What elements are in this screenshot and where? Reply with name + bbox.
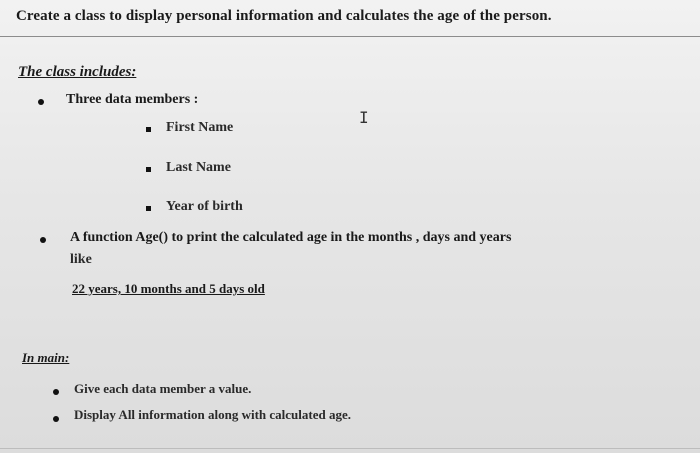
main-step-display-info: Display All information along with calculated age. [74,407,351,422]
square-bullet-icon [146,127,151,132]
data-member-first-name: First Name [166,120,234,135]
main-section-heading: In main: [22,350,70,365]
bullet-dot-icon [53,416,59,422]
data-member-last-name: Last Name [166,160,231,175]
bullet-dot-icon [40,237,46,243]
function-description: A function Age() to print the calculated age in the months , days and years [70,230,512,245]
bottom-divider [0,448,700,449]
text-cursor-icon: I [359,108,369,127]
age-output-example: 22 years, 10 months and 5 days old [72,281,265,296]
data-member-year-of-birth: Year of birth [166,199,243,214]
function-description-continued: like [70,252,92,267]
main-step-assign-values: Give each data member a value. [74,381,252,396]
square-bullet-icon [146,167,151,172]
data-members-label: Three data members : [66,92,199,107]
assignment-title: Create a class to display personal information and calculates the age of the person. [16,8,552,24]
bullet-dot-icon [53,389,59,395]
square-bullet-icon [146,206,151,211]
class-section-heading: The class includes: [18,64,137,80]
title-divider [0,36,700,37]
bullet-dot-icon [38,99,44,105]
